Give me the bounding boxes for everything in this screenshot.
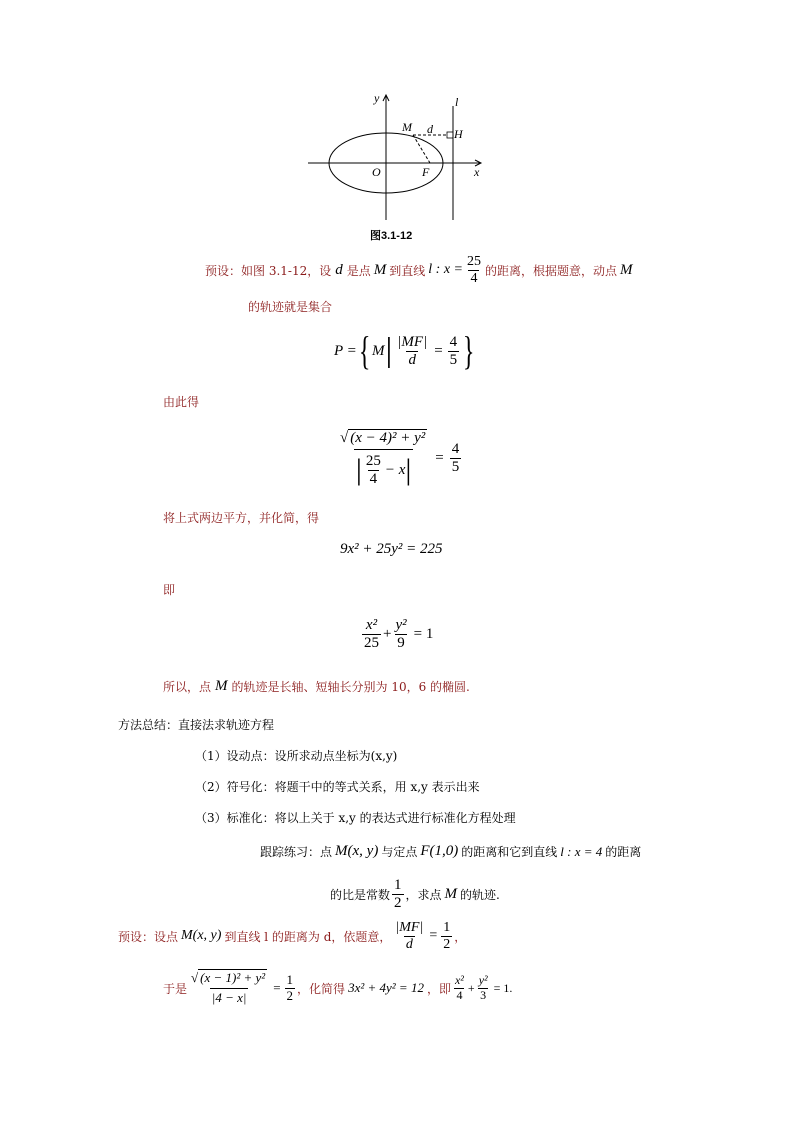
label-M: M [402, 120, 412, 134]
conclusion-prefix: 所以，点 [163, 680, 212, 694]
answer-sqrt: √ (x − 1)² + y² [191, 969, 266, 985]
answer-frac-y [477, 974, 490, 1001]
answer-b3: ，即 [426, 981, 451, 996]
practice-half [392, 877, 404, 911]
figure-caption: 图3.1-12 [370, 230, 413, 242]
eq1-eq: = [435, 449, 444, 466]
equation-3 [360, 612, 433, 656]
answer-radicand: (x − 1)² + y² [200, 969, 266, 985]
intro-mid2: 到直线 [389, 263, 426, 278]
practice-F: F(1,0) [420, 843, 459, 859]
answer-line-2 [163, 960, 512, 1016]
practice-half-den: 2 [394, 894, 402, 911]
practice-l2c: 的轨迹. [460, 887, 500, 902]
intro-frac-den: 4 [470, 270, 478, 286]
answer-frac-x [453, 974, 466, 1001]
eq3-den1: 25 [364, 634, 379, 651]
set-bar: | [385, 332, 393, 369]
intro-prefix: 预设：如图 3.1-12，设 [205, 263, 332, 278]
practice-half-num: 1 [394, 877, 402, 893]
answer-d1: 4 [456, 987, 463, 1002]
answer-main-frac [189, 971, 269, 1006]
eq1-den-num: 25 [365, 453, 381, 470]
answer-frac-num: |MF| [395, 920, 424, 936]
answer-eq-2: = [273, 980, 281, 995]
eq1-main-frac [338, 429, 429, 488]
equation-2: 9x² + 25y² = 225 [340, 541, 443, 557]
set-ratio-den: 5 [449, 351, 458, 368]
eq1-ratio [450, 441, 462, 475]
label-l: l [455, 95, 459, 109]
label-d: d [427, 122, 433, 136]
practice-line-1 [260, 843, 641, 860]
practice-p1: 跟踪练习：点 [260, 845, 333, 859]
eq1-ratio-num: 4 [451, 441, 460, 457]
set-P-label: P = [334, 342, 357, 359]
practice-line-2 [330, 874, 500, 914]
set-frac-num: |MF| [397, 334, 428, 350]
intro-M2: M [620, 261, 633, 278]
method-step-3: （3）标准化：将以上关于 x,y 的表达式进行标准化方程处理 [195, 811, 516, 825]
set-frac-den: d [408, 351, 416, 368]
answer-n1: x² [454, 973, 464, 988]
hence-text: 由此得 [163, 395, 200, 409]
answer-a3: ， [454, 929, 467, 944]
answer-plus: + [467, 980, 475, 995]
answer-half2-num: 1 [286, 972, 294, 988]
eq3-tail: = 1 [413, 625, 434, 642]
intro-line [205, 252, 633, 288]
practice-p2: 与定点 [381, 845, 418, 859]
set-ratio-num: 4 [449, 334, 458, 350]
ellipse-figure [300, 88, 500, 223]
eq1-den-tail: − x [384, 462, 406, 478]
intro-frac-num: 25 [466, 254, 481, 270]
set-left-brace: { [358, 328, 371, 373]
answer-line-1 [118, 916, 466, 956]
answer-simp: 3x² + 4y² = 12 [348, 980, 424, 995]
conclusion-suffix: 的轨迹是长轴、短轴长分别为 10，6 的椭圆. [231, 680, 470, 694]
eq3-frac1 [362, 617, 381, 651]
set-ratio [448, 334, 460, 368]
label-H: H [454, 127, 463, 141]
method-step-2: （2）符号化：将题干中的等式关系，用 x,y 表示出来 [195, 780, 480, 794]
answer-frac-den: d [405, 936, 413, 952]
eq1-abs-left: | [355, 453, 362, 487]
method-step-1: （1）设动点：设所求动点坐标为(x,y) [195, 749, 398, 763]
label-F: F [422, 165, 430, 179]
conclusion-line [163, 678, 470, 695]
intro-mid1: 是点 [346, 263, 371, 278]
intro-frac [465, 254, 483, 286]
set-M: M [371, 342, 385, 359]
intro-mid3: 的距离，根据题意，动点 [484, 263, 617, 278]
eq1-sqrt: √ (x − 4)² + y² [340, 429, 426, 446]
practice-l2b: ，求点 [405, 887, 442, 902]
set-frac [395, 334, 429, 368]
eq1-radicand: (x − 4)² + y² [350, 429, 426, 446]
eq1-abs-right: | [405, 453, 412, 487]
intro-d: d [335, 261, 343, 278]
conclusion-M: M [215, 678, 228, 694]
answer-half-den: 2 [443, 936, 451, 952]
square-text: 将上式两边平方，并化简，得 [163, 511, 320, 525]
eq1-den-frac [364, 453, 383, 487]
practice-M: M [444, 885, 458, 902]
answer-a1: 预设：设点 [118, 929, 179, 944]
ie-text: 即 [163, 583, 176, 597]
answer-Mxy: M(x, y) [181, 928, 222, 943]
set-right-brace: } [462, 328, 475, 373]
answer-half-num: 1 [443, 920, 451, 936]
intro-line-eq: l : x = [428, 262, 463, 277]
equation-1 [336, 420, 463, 496]
eq3-num1: x² [365, 617, 378, 633]
answer-half-2 [285, 973, 296, 1003]
method-title: 方法总结：直接法求轨迹方程 [118, 718, 275, 732]
eq1-denominator [354, 449, 414, 487]
eq3-plus: + [383, 625, 392, 642]
practice-p3: 的距离和它到直线 [461, 845, 558, 859]
set-P-equation [334, 327, 476, 375]
eq3-num2: y² [395, 617, 407, 633]
right-angle-marker [447, 132, 453, 138]
answer-rden: |4 − x| [211, 990, 247, 1005]
answer-tail: = 1. [493, 980, 513, 995]
set-eq: = [434, 342, 443, 359]
practice-Mxy: M(x, y) [335, 843, 379, 859]
answer-half2-den: 2 [286, 987, 294, 1003]
label-y: y [374, 91, 380, 105]
eq3-frac2 [393, 617, 408, 651]
answer-frac [393, 920, 425, 952]
practice-l2a: 的比是常数 [330, 887, 391, 902]
answer-a2: 到直线 l 的距离为 d，依题意， [224, 929, 392, 944]
answer-b1: 于是 [163, 981, 188, 996]
answer-b2: ，化简得 [297, 981, 346, 996]
eq1-den-den: 4 [369, 470, 378, 487]
intro-M: M [373, 261, 387, 278]
eq3-den2: 9 [397, 634, 405, 651]
intro-line2: 的轨迹就是集合 [248, 300, 333, 314]
answer-eq: = [429, 928, 438, 943]
answer-d2: 3 [480, 987, 487, 1002]
practice-p4: 的距离 [605, 845, 642, 859]
practice-line: l : x = 4 [560, 843, 603, 859]
answer-n2: y² [478, 973, 488, 988]
answer-half [441, 920, 452, 952]
label-O: O [372, 165, 381, 179]
eq1-ratio-den: 5 [451, 458, 460, 475]
label-x: x [474, 165, 480, 179]
